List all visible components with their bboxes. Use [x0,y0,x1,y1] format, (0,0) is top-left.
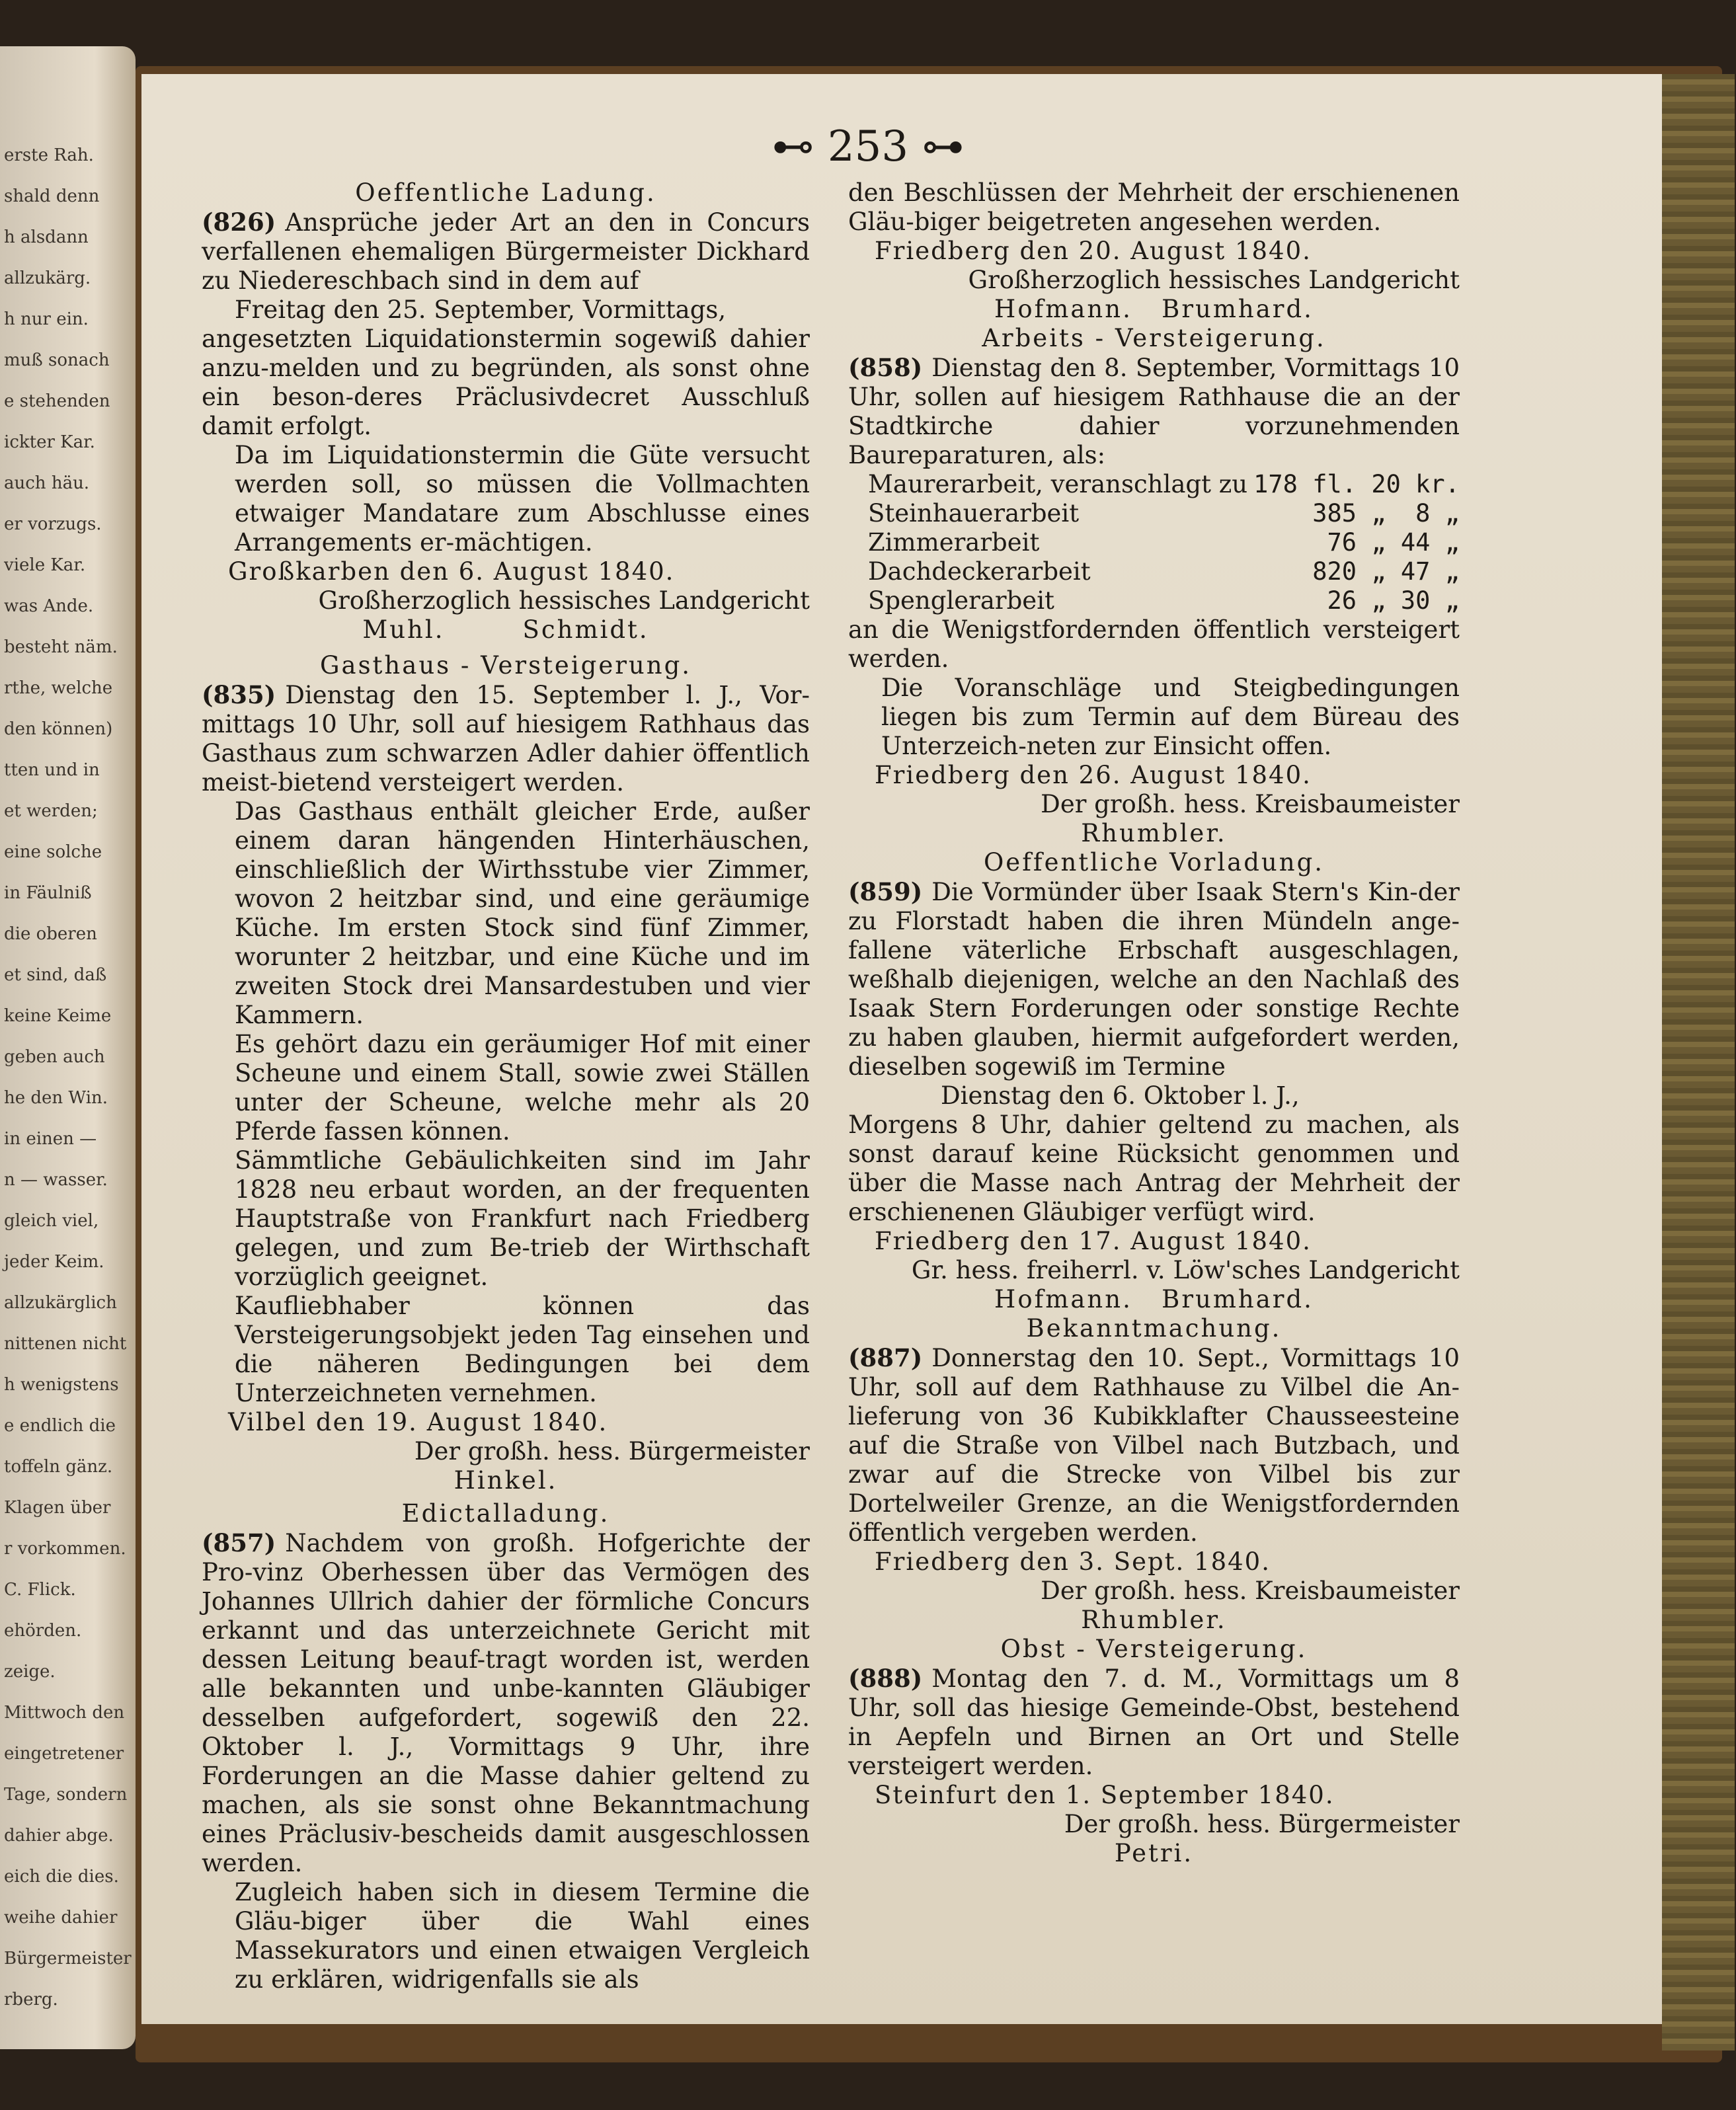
notice-authority: Der großh. hess. Kreisbaumeister [1041,1577,1460,1605]
notice-signatories: Rhumbler. [1081,819,1227,847]
facing-page-text: allzukärg. [4,268,91,288]
list-item: Zimmerarbeit 76 „ 44 „ [868,528,1460,557]
facing-page-text: in einen — [4,1129,97,1149]
notice-heading: Edictalladung. [401,1499,610,1528]
notice-text: Zugleich haben sich in diesem Termine die Gläu-biger über die Wahl eines Massekurators und einen etwaigen Vergleich zu erklären, widrigenfalls sie als [235,1878,810,1994]
notice-signatories: Hofmann. Brumhard. [994,1285,1314,1313]
notice-heading: Oeffentliche Vorladung. [983,848,1325,877]
facing-page-text: geben auch [4,1047,105,1067]
facing-page-text: et sind, daß [4,965,107,985]
facing-page-text: h wenigstens [4,1375,119,1395]
facing-page-text: Klagen über [4,1498,111,1518]
notice-authority: Der großh. hess. Kreisbaumeister [1041,790,1460,818]
facing-page-text: eingetretener [4,1744,124,1764]
facing-page-text: r vorkommen. [4,1539,126,1559]
notice-place-date: Vilbel den 19. August 1840. [228,1408,608,1436]
notice-date: Dienstag den 6. Oktober l. J., [941,1081,1300,1110]
facing-page-text: Tage, sondern [4,1785,128,1805]
notice-text: Die Voranschläge und Steigbedingungen liegen bis zum Termin auf dem Büreau des Unterzeich-neten zur Einsicht offen. [881,674,1460,760]
facing-page-text: ickter Kar. [4,432,95,452]
notice-place-date: Großkarben den 6. August 1840. [228,557,675,586]
notice-859: (859) Die Vormünder über Isaak Stern's Kin-der zu Florstadt haben die ihren Mündeln ange-fallene väterliche Erbschaft ausgeschlagen, weßhalb diejenigen, welche an den Nachlaß des Isaak Stern Forderungen oder sonstige Rechte zu haben glauben, hiermit aufgefordert werden, dieselben sogewiß im Termine [848,877,1460,1081]
facing-page-text: zeige. [4,1662,56,1682]
notice-authority: Der großh. hess. Bürgermeister [1064,1810,1460,1838]
list-item: Maurerarbeit, veranschlagt zu 178 fl. 20 kr. [868,470,1460,498]
notice-date: Freitag den 25. September, Vormittags, [235,295,727,324]
facing-page-text: was Ande. [4,596,94,616]
book-edge [1662,74,1735,2051]
list-item: Steinhauerarbeit 385 „ 8 „ [868,499,1460,528]
facing-page-text: allzukärglich [4,1293,117,1313]
list-item: Dachdeckerarbeit 820 „ 47 „ [868,557,1460,586]
notice-887: (887) Donnerstag den 10. Sept., Vormittags 10 Uhr, soll auf dem Rathhause zu Vilbel die An-lieferung von 36 Kubikklafter Chausseesteine auf die Straße von Vilbel nach Butzbach, und zwar auf die Strecke von Vilbel bis zur Dortelweiler Grenze, an die Wenigstfordernden öffentlich vergeben werden. [848,1343,1460,1547]
notice-835: (835) Dienstag den 15. September l. J., Vor-mittags 10 Uhr, soll auf hiesigem Rathhaus das Gasthaus zum schwarzen Adler dahier öffentlich meist-bietend versteigert werden. [202,680,810,797]
notice-888: (888) Montag den 7. d. M., Vormittags um 8 Uhr, soll das hiesige Gemeinde-Obst, bestehend in Aepfeln und Birnen an Ort und Stelle versteigert werden. [848,1664,1460,1780]
facing-page-text: tten und in [4,760,100,780]
facing-page-text: eich die dies. [4,1867,119,1887]
notice-text: angesetzten Liquidationstermin sogewiß dahier anzu-melden und zu begründen, als sonst ohne ein beson-deres Präclusivdecret Ausschluß damit erfolgt. [202,325,810,440]
facing-page-text: muß sonach [4,350,110,370]
facing-page-text: auch häu. [4,473,90,493]
notice-place-date: Friedberg den 26. August 1840. [875,761,1312,789]
notice-authority: Großherzoglich hessisches Landgericht [968,266,1460,294]
facing-page-text: Bürgermeister [4,1949,132,1969]
notice-number: (826) [202,208,276,237]
facing-page-text: h alsdann [4,227,89,247]
notice-signatories: Hinkel. [454,1466,558,1495]
notice-place-date: Friedberg den 3. Sept. 1840. [875,1547,1271,1576]
facing-page-text: besteht näm. [4,637,118,657]
notice-text: Kaufliebhaber können das Versteigerungsobjekt jeden Tag einsehen und die näheren Bedingungen bei dem Unterzeichneten vernehmen. [235,1292,810,1407]
facing-page-text: weihe dahier [4,1908,118,1928]
notice-place-date: Friedberg den 17. August 1840. [875,1227,1312,1255]
notice-signatories: Muhl. Schmidt. [362,615,649,644]
right-column [848,178,1460,1868]
notice-text: Da im Liquidationstermin die Güte versucht werden soll, so müssen die Vollmachten etwaiger Mandatare zum Abschlusse eines Arrangements er-mächtigen. [235,441,810,557]
notice-heading: Gasthaus - Versteigerung. [319,651,692,680]
facing-page-text: e stehenden [4,391,110,411]
notice-number: (859) [848,877,923,906]
facing-page-text: n — wasser. [4,1170,108,1190]
facing-page-text: h nur ein. [4,309,89,329]
facing-page-text: jeder Keim. [4,1252,104,1272]
notice-text: den Beschlüssen der Mehrheit der erschienenen Gläu-biger beigetreten angesehen werden. [848,178,1460,236]
facing-page-text: Mittwoch den [4,1703,125,1723]
facing-page-text: e endlich die [4,1416,116,1436]
facing-page-text: viele Kar. [4,555,86,575]
notice-authority: Gr. hess. freiherrl. v. Löw'sches Landgericht [911,1256,1460,1284]
notice-text: Das Gasthaus enthält gleicher Erde, außer einem daran hängenden Hinterhäuschen, einschließlich der Wirthsstube vier Zimmer, wovon 2 heitzbar sind, und eine geräumige Küche. Im ersten Stock sind fünf Zimmer, worunter 2 heitzbar, und eine Küche und im zweiten Stock drei Mansardestuben und vier Kammern. [235,797,810,1029]
notice-heading: Oeffentliche Ladung. [355,178,656,207]
notice-place-date: Friedberg den 20. August 1840. [875,237,1312,265]
notice-authority: Der großh. hess. Bürgermeister [414,1437,810,1465]
notice-place-date: Steinfurt den 1. September 1840. [875,1781,1335,1809]
facing-page-text: he den Win. [4,1088,108,1108]
facing-page-text: rberg. [4,1990,58,2010]
facing-page-text: er vorzugs. [4,514,102,534]
facing-page-text: die oberen [4,924,97,944]
notice-signatories: Petri. [1114,1839,1194,1867]
facing-page-text: in Fäulniß [4,883,92,903]
notice-signatories: Hofmann. Brumhard. [994,295,1314,323]
facing-page-text: erste Rah. [4,145,94,165]
facing-page-text: rthe, welche [4,678,113,698]
notice-number: (888) [848,1664,923,1693]
facing-page-text: shald denn [4,186,100,206]
list-item: Spenglerarbeit 26 „ 30 „ [868,586,1460,615]
cost-list [848,470,1460,615]
notice-826: (826) Ansprüche jeder Art an den in Concurs verfallenen ehemaligen Bürgermeister Dickhard zu Niedereschbach sind in dem auf [202,208,810,295]
notice-857: (857) Nachdem von großh. Hofgerichte der Pro-vinz Oberhessen über das Vermögen des Johannes Ullrich dahier der förmliche Concurs erkannt und das unterzeichnete Gericht mit dessen Leitung beauf-tragt worden ist, werden alle bekannten und unbe-kannten Gläubiger desselben aufgefordert, sogewiß den 22. Oktober l. J., Vormittags 9 Uhr, ihre Forderungen an die Masse dahier geltend zu machen, als sie sonst ohne Bekanntmachung eines Präclusiv-bescheids damit ausgeschlossen werden. [202,1528,810,1877]
notice-heading: Bekanntmachung. [1026,1314,1282,1343]
notice-heading: Arbeits - Versteigerung. [982,324,1326,352]
facing-page-text: nittenen nicht [4,1334,127,1354]
facing-page-text: dahier abge. [4,1826,114,1846]
facing-page-text: C. Flick. [4,1580,76,1600]
notice-number: (835) [202,680,276,709]
notice-number: (857) [202,1528,276,1557]
notice-858: (858) Dienstag den 8. September, Vormittags 10 Uhr, sollen auf hiesigem Rathhause die an der Stadtkirche dahier vorzunehmenden Baureparaturen, als: [848,353,1460,469]
notice-text: an die Wenigstfordernden öffentlich versteigert werden. [848,615,1460,673]
facing-page-text: et werden; [4,801,98,821]
notice-text: Morgens 8 Uhr, dahier geltend zu machen, als sonst darauf keine Rücksicht genommen und über die Masse nach Antrag der Mehrheit der erschienenen Gläubiger verfügt wird. [848,1111,1460,1226]
notice-signatories: Rhumbler. [1081,1606,1227,1634]
left-column [202,178,810,1994]
notice-authority: Großherzoglich hessisches Landgericht [318,586,810,615]
facing-page-text: gleich viel, [4,1211,99,1231]
facing-page-text: keine Keime [4,1006,112,1026]
facing-page-text: toffeln gänz. [4,1457,113,1477]
notice-number: (858) [848,353,923,382]
facing-page-edge [0,46,136,2049]
notice-text: Es gehört dazu ein geräumiger Hof mit einer Scheune und einem Stall, sowie zwei Ställen unter der Scheune, welche mehr als 20 Pferde fassen können. [235,1030,810,1146]
notice-number: (887) [848,1343,923,1372]
facing-page-text: ehörden. [4,1621,82,1641]
notice-text: Sämmtliche Gebäulichkeiten sind im Jahr 1828 neu erbaut worden, an der frequenten Hauptstraße von Frankfurt nach Friedberg gelegen, und zum Be-trieb der Wirthschaft vorzüglich geeignet. [235,1146,810,1291]
notice-heading: Obst - Versteigerung. [1000,1635,1308,1663]
page-number: ⊷ 253 ⊶ [771,122,965,171]
facing-page-text: den können) [4,719,113,739]
facing-page-text: eine solche [4,842,102,862]
